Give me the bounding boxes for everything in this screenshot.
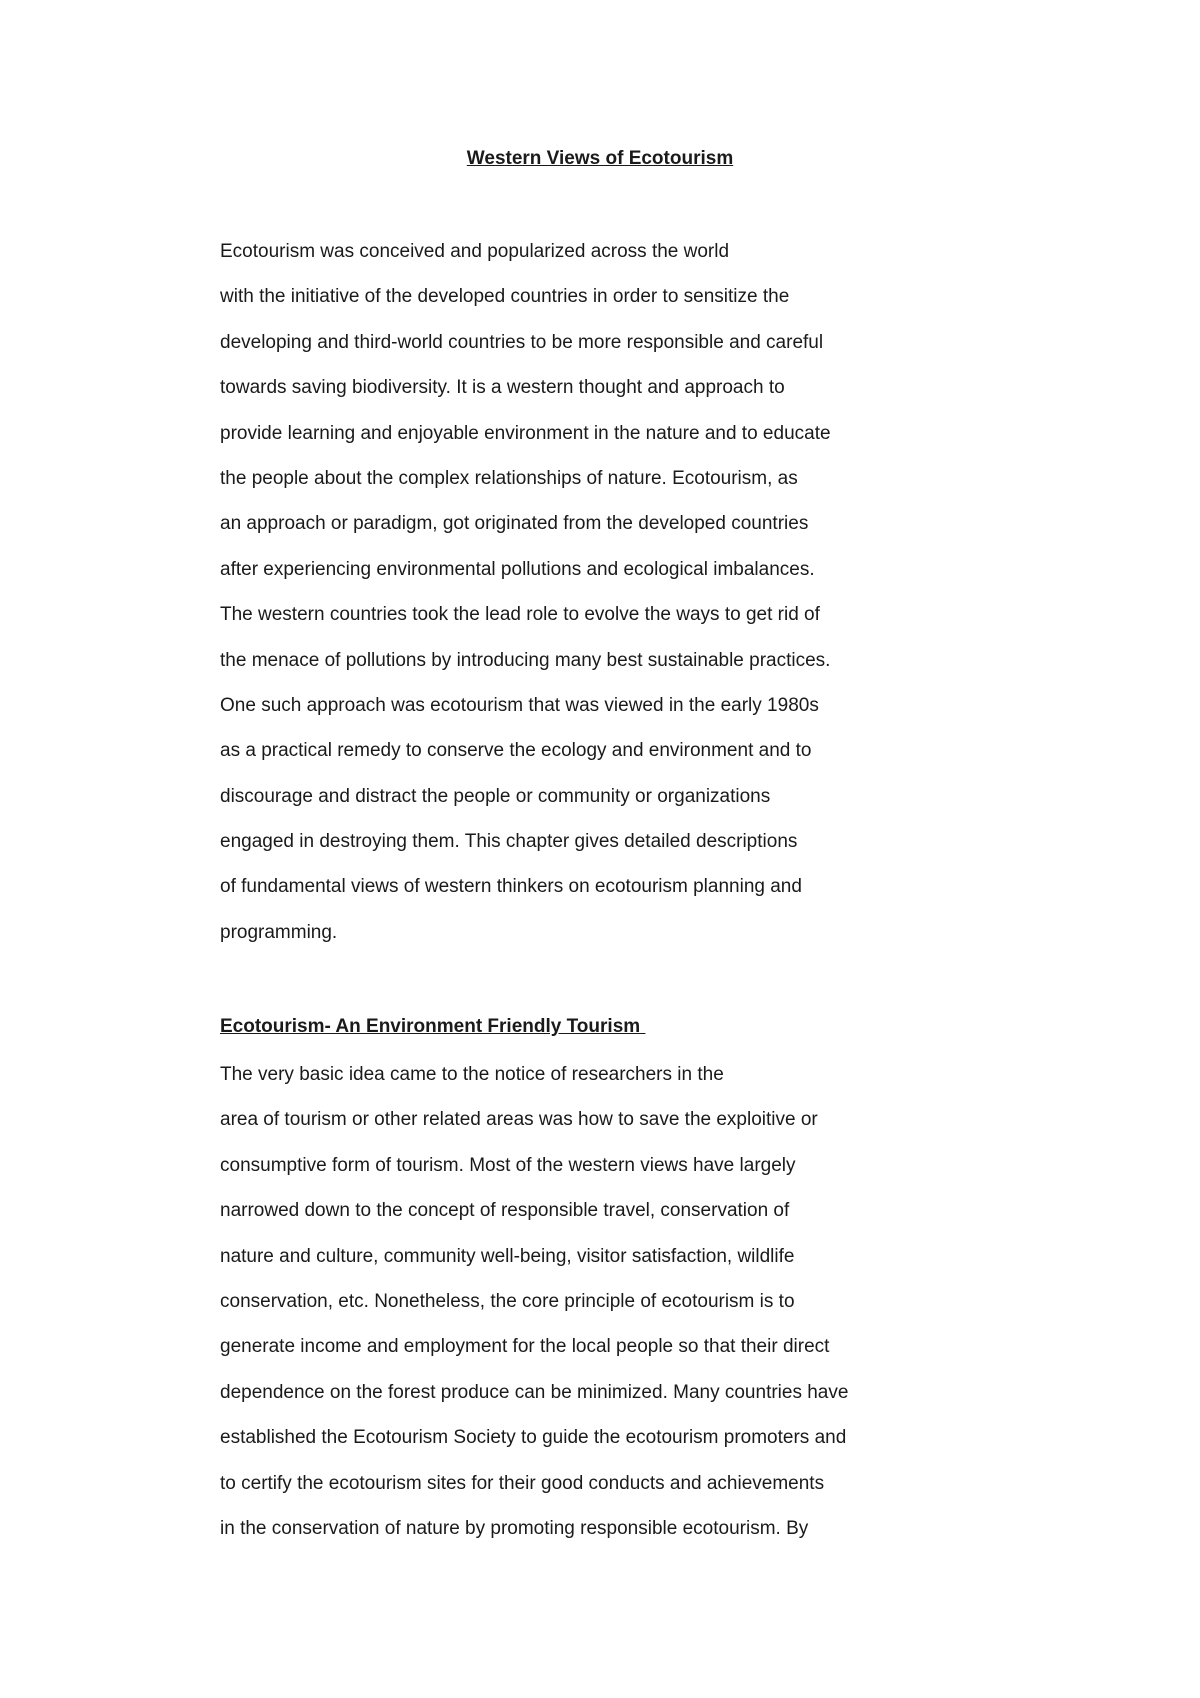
text-line: the people about the complex relationships of nature. Ecotourism, as	[220, 467, 798, 489]
text-line: dependence on the forest produce can be minimized. Many countries have	[220, 1381, 849, 1403]
text-line: consumptive form of tourism. Most of the western views have largely	[220, 1154, 796, 1176]
document-title: Western Views of Ecotourism	[466, 148, 734, 169]
text-line: nature and culture, community well-being, visitor satisfaction, wildlife	[220, 1245, 795, 1267]
text-line: provide learning and enjoyable environment in the nature and to educate	[220, 422, 831, 444]
text-line: to certify the ecotourism sites for their good conducts and achievements	[220, 1472, 825, 1494]
text-line: as a practical remedy to conserve the ecology and environment and to	[220, 740, 812, 762]
text-line: after experiencing environmental pollutions and ecological imbalances.	[220, 558, 815, 580]
text-line: The western countries took the lead role to evolve the ways to get rid of	[220, 604, 820, 626]
text-line: towards saving biodiversity. It is a western thought and approach to	[220, 377, 785, 399]
paragraph-intro	[220, 229, 980, 955]
text-line: The very basic idea came to the notice of researchers in the	[220, 1064, 724, 1085]
text-line: established the Ecotourism Society to guide the ecotourism promoters and	[220, 1427, 847, 1449]
text-line: narrowed down to the concept of responsible travel, conservation of	[220, 1200, 790, 1222]
text-line: in the conservation of nature by promoting responsible ecotourism. By	[220, 1517, 809, 1539]
text-line: discourage and distract the people or community or organizations	[220, 785, 771, 807]
text-line: engaged in destroying them. This chapter gives detailed descriptions	[220, 831, 798, 853]
text-line: an approach or paradigm, got originated from the developed countries	[220, 513, 809, 535]
text-line: Ecotourism was conceived and popularized across the world	[220, 241, 730, 262]
paragraph-environment-friendly	[220, 1052, 980, 1551]
text-line: the menace of pollutions by introducing many best sustainable practices.	[220, 649, 831, 671]
text-line: conservation, etc. Nonetheless, the core principle of ecotourism is to	[220, 1290, 795, 1312]
text-line: area of tourism or other related areas was how to save the exploitive or	[220, 1109, 818, 1131]
section-heading: Ecotourism- An Environment Friendly Tourism	[220, 1016, 646, 1037]
text-line: programming.	[220, 921, 338, 943]
text-line: generate income and employment for the local people so that their direct	[220, 1336, 830, 1358]
text-line: developing and third-world countries to be more responsible and careful	[220, 331, 824, 353]
text-line: of fundamental views of western thinkers on ecotourism planning and	[220, 876, 802, 898]
text-line: One such approach was ecotourism that was viewed in the early 1980s	[220, 694, 819, 716]
text-line: with the initiative of the developed countries in order to sensitize the	[220, 286, 790, 308]
